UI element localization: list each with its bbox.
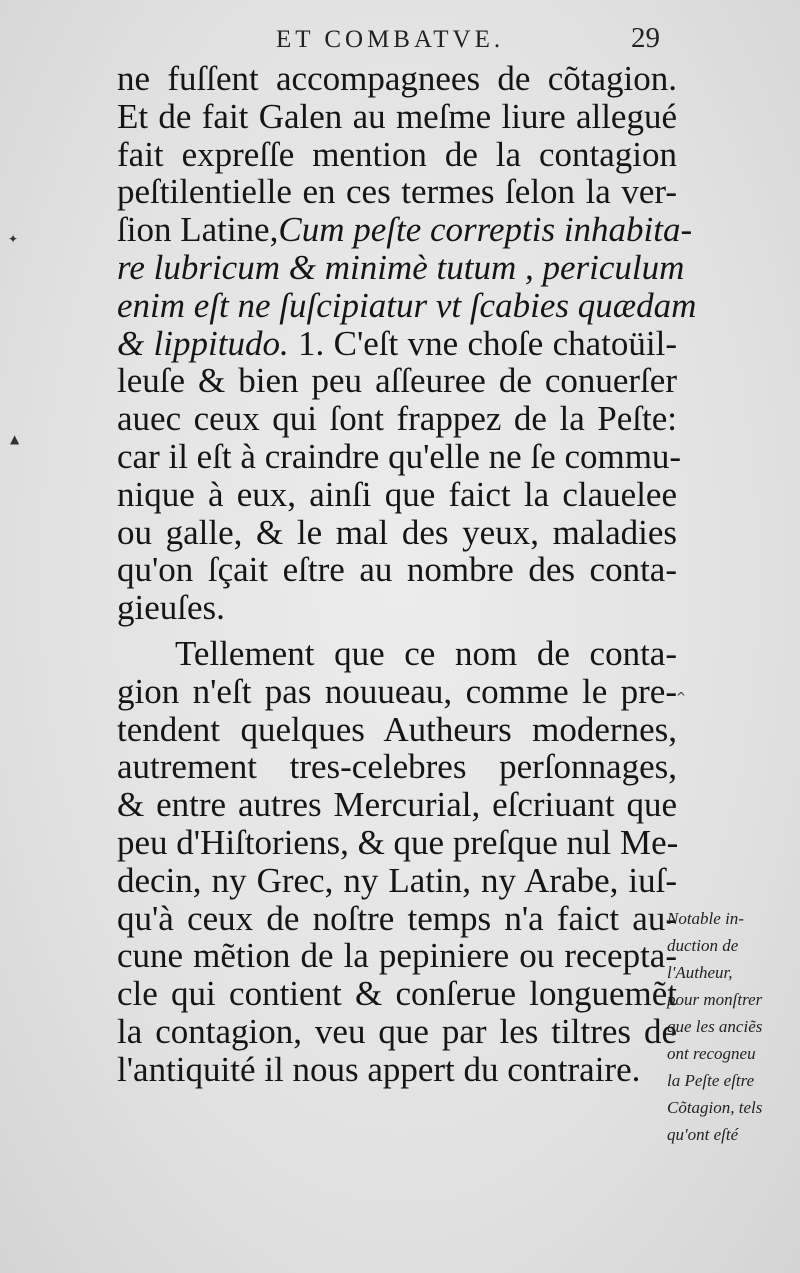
latin-quotation: Cum peſte correptis inhabita- xyxy=(278,210,693,250)
line-text: la contagion, veu que par les tiltres de xyxy=(117,1011,677,1051)
latin-quotation: enim eſt ne ſuſcipiatur vt ſcabies quædam xyxy=(117,285,697,325)
text-line xyxy=(117,285,697,325)
marginal-note-line: ont recogneu xyxy=(667,1044,756,1063)
text-line xyxy=(117,711,677,749)
text-line xyxy=(117,400,677,438)
marginal-note xyxy=(667,905,795,1148)
marginal-note-line: duction de xyxy=(667,936,739,955)
line-text: gion n'eſt pas nouueau, comme le pre- xyxy=(117,671,677,711)
line-text: gieuſes. xyxy=(117,588,225,628)
text-line xyxy=(117,589,677,627)
text-line xyxy=(117,862,677,900)
page-header xyxy=(240,22,660,58)
marginal-note-line: Notable in- xyxy=(667,909,744,928)
text-line xyxy=(117,476,677,514)
line-text: Tellement que ce nom de conta- xyxy=(175,633,677,673)
margin-mark: ^ xyxy=(676,690,687,704)
text-line xyxy=(117,975,677,1013)
line-text: peu d'Hiſtoriens, & que preſque nul Me- xyxy=(117,822,679,862)
text-line xyxy=(117,514,677,552)
line-text: tendent quelques Autheurs modernes, xyxy=(117,709,677,749)
text-line xyxy=(117,1013,677,1051)
marginal-note-line: Cõtagion, tels xyxy=(667,1098,763,1117)
line-text: l'antiquité il nous appert du contraire. xyxy=(117,1049,641,1089)
text-line xyxy=(117,210,693,250)
line-text: auec ceux qui ſont frappez de la Peſte: xyxy=(117,399,677,439)
text-line xyxy=(117,635,677,673)
marginal-note-line: l'Autheur, xyxy=(667,963,733,982)
line-text: nique à eux, ainſi que faict la clauelee xyxy=(117,474,677,514)
line-text: Et de fait Galen au meſme liure allegué xyxy=(117,96,677,136)
line-text: ſion Latine, xyxy=(117,210,279,250)
margin-mark: ✦ xyxy=(8,232,19,246)
text-line xyxy=(117,247,685,287)
running-head: ET COMBATVE. xyxy=(276,26,505,53)
line-text: decin, ny Grec, ny Latin, ny Arabe, iuſ- xyxy=(117,860,677,900)
text-line xyxy=(117,325,677,363)
line-text: & entre autres Mercurial, eſcriuant que xyxy=(117,785,677,825)
text-line xyxy=(117,551,677,589)
line-text: leuſe & bien peu aſſeuree de conuerſer xyxy=(117,361,677,401)
text-line xyxy=(117,786,677,824)
latin-quotation: & lippitudo. xyxy=(117,323,289,363)
text-line xyxy=(117,60,677,98)
margin-mark: ▲ xyxy=(10,432,20,446)
line-text: fait expreſſe mention de la contagion xyxy=(117,134,677,174)
text-line xyxy=(117,173,677,211)
line-text: peſtilentielle en ces termes ſelon la ver- xyxy=(117,172,677,212)
line-text: ne fuſſent accompagnees de cõtagion. xyxy=(117,59,677,98)
latin-quotation: re lubricum & minimè tutum , periculum xyxy=(117,247,685,287)
text-line xyxy=(117,900,677,938)
page-number: 29 xyxy=(631,22,660,54)
line-text: qu'on ſçait eſtre au nombre des conta- xyxy=(117,550,677,590)
text-line xyxy=(117,136,677,174)
body-text xyxy=(117,59,697,1089)
text-line xyxy=(117,98,677,136)
marginal-note-line: pour monſtrer xyxy=(667,990,763,1009)
line-text: autrement tres-celebres perſonnages, xyxy=(117,747,677,787)
line-text: cle qui contient & conſerue longuemẽt xyxy=(117,974,677,1014)
marginal-note-line: que les anciẽs xyxy=(667,1017,763,1036)
line-text: ou galle, & le mal des yeux, maladies xyxy=(117,512,677,552)
marginal-note-line: la Peſte eſtre xyxy=(667,1071,755,1090)
line-text: 1. C'eſt vne choſe chatoüil- xyxy=(288,323,678,363)
text-line xyxy=(117,673,677,711)
line-text: qu'à ceux de noſtre temps n'a faict au- xyxy=(117,898,677,938)
text-line xyxy=(117,436,682,476)
line-text: cune mẽtion de la pepiniere ou recepta- xyxy=(117,936,677,976)
line-text: car il eſt à craindre qu'elle ne ſe commu- xyxy=(117,436,682,476)
marginal-note-line: qu'ont eſté xyxy=(667,1125,739,1144)
text-line xyxy=(117,362,677,400)
text-line xyxy=(117,1051,677,1089)
text-line xyxy=(117,824,677,862)
text-line xyxy=(117,937,677,975)
text-line xyxy=(117,748,677,786)
